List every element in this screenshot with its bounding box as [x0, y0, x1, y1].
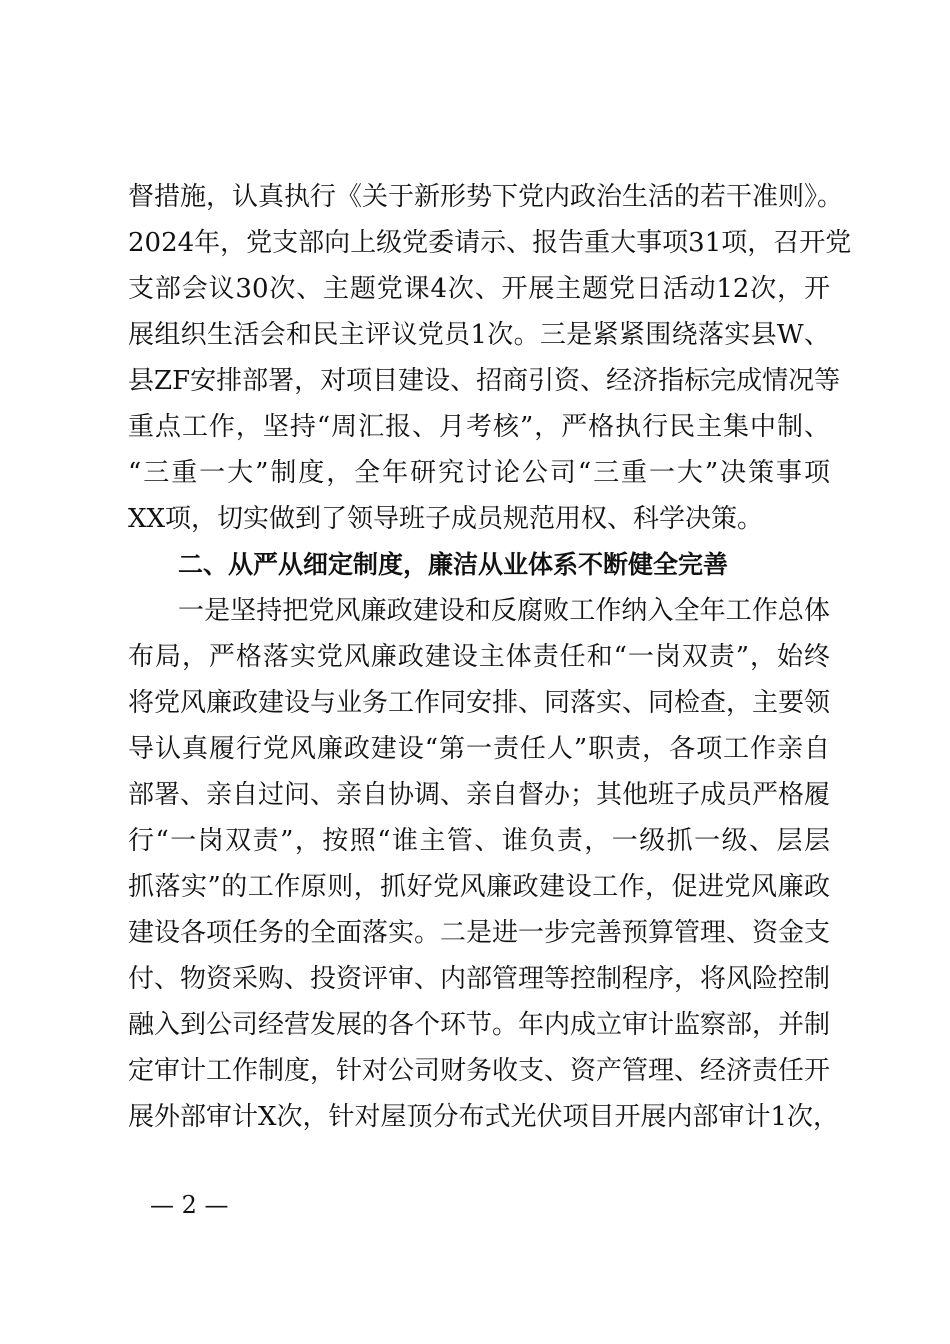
- body-line: 督措施，认真执行《关于新形势下党内政治生活的若干准则》。: [128, 182, 844, 212]
- body-line: 2024年，党支部向上级党委请示、报告重大事项31项，召开党: [128, 228, 852, 258]
- body-line: 展外部审计X次，针对屋顶分布式光伏项目开展内部审计1次，: [128, 1102, 840, 1132]
- body-line: 重点工作，坚持“周汇报、月考核”，严格执行民主集中制、: [128, 412, 830, 442]
- body-line: 将党风廉政建设与业务工作同安排、同落实、同检查，主要领: [128, 688, 831, 718]
- page-number: — 2 —: [150, 1191, 229, 1219]
- body-line: 建设各项任务的全面落实。二是进一步完善预算管理、资金支: [128, 918, 831, 948]
- section-heading: 二、从严从细定制度，廉洁从业体系不断健全完善: [178, 550, 729, 579]
- body-line: 导认真履行党风廉政建设“第一责任人”职责，各项工作亲自: [128, 734, 830, 764]
- body-line: 融入到公司经营发展的各个环节。年内成立审计监察部，并制: [128, 1010, 831, 1040]
- body-line: 布局，严格落实党风廉政建设主体责任和“一岗双责”，始终: [128, 642, 830, 672]
- body-line: 行“一岗双责”，按照“谁主管、谁负责，一级抓一级、层层: [128, 826, 830, 856]
- body-line: 支部会议30次、主题党课4次、开展主题党日活动12次，开: [128, 274, 830, 304]
- body-line: 部署、亲自过问、亲自协调、亲自督办；其他班子成员严格履: [128, 780, 831, 810]
- body-line: 抓落实”的工作原则，抓好党风廉政建设工作，促进党风廉政: [128, 872, 830, 902]
- body-line: 定审计工作制度，针对公司财务收支、资产管理、经济责任开: [128, 1056, 831, 1086]
- body-line: XX项，切实做到了领导班子成员规范用权、科学决策。: [128, 504, 764, 534]
- body-line: “三重一大”制度，全年研究讨论公司“三重一大”决策事项: [128, 458, 830, 488]
- body-line: 付、物资采购、投资评审、内部管理等控制程序，将风险控制: [128, 964, 831, 994]
- body-line: 展组织生活会和民主评议党员1次。三是紧紧围绕落实县W、: [128, 320, 830, 350]
- body-line: 一是坚持把党风廉政建设和反腐败工作纳入全年工作总体: [178, 596, 830, 626]
- body-line: 县ZF安排部署，对项目建设、招商引资、经济指标完成情况等: [128, 366, 841, 396]
